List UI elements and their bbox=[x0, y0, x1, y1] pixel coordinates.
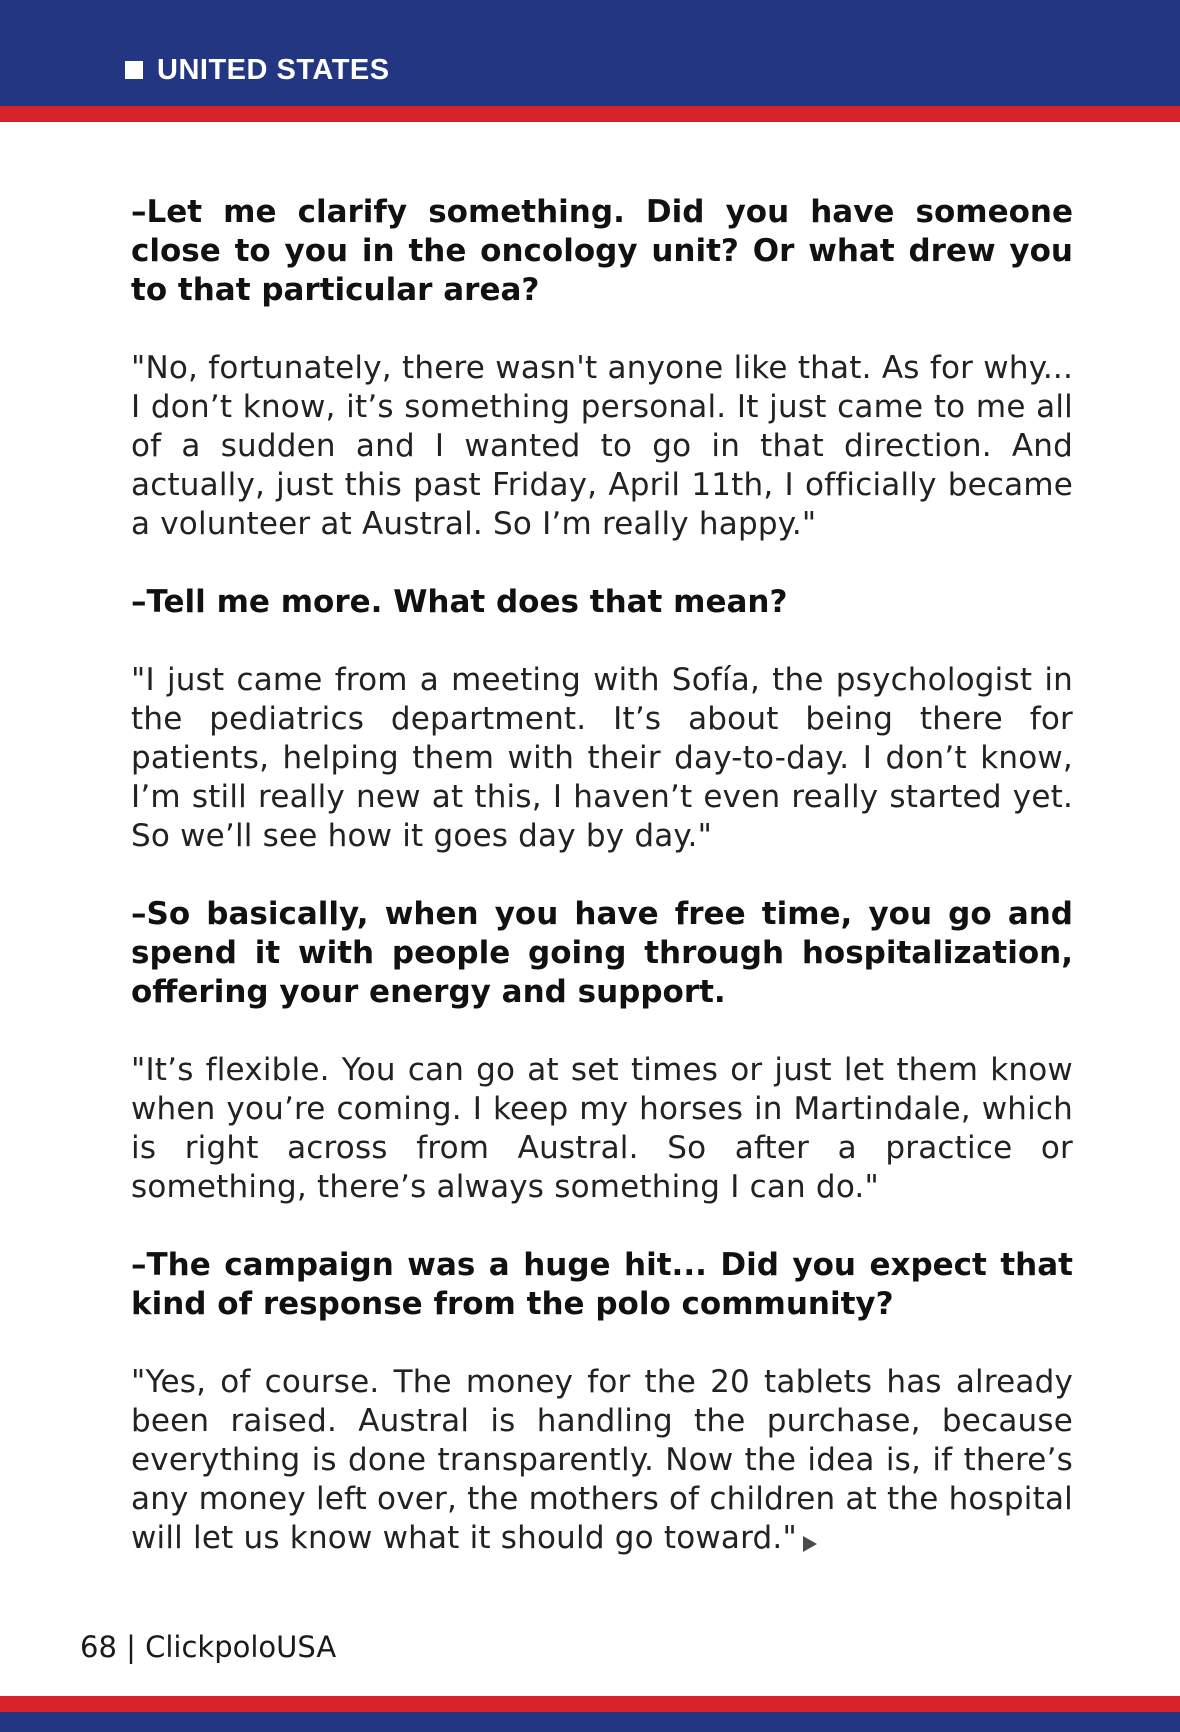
article-body bbox=[131, 193, 1073, 1597]
interview-answer: "No, fortunately, there wasn't anyone like that. As for why... I don’t know, it’s something personal. It just came to me all of a sudden and I wanted to go in that direction. And actually, just this past Friday, April 11th, I officially became a volunteer at Austral. So I’m really happy." bbox=[131, 350, 1073, 542]
header-red-stripe bbox=[0, 106, 1180, 122]
section-label bbox=[125, 52, 390, 88]
interview-answer: "It’s flexible. You can go at set times or just let them know when you’re coming. I keep my horses in Martindale, which is right across from Austral. So after a practice or something, there’s always something I can do." bbox=[131, 1052, 1073, 1205]
footer-red-stripe bbox=[0, 1696, 1180, 1712]
section-label-text: UNITED STATES bbox=[157, 53, 390, 86]
interview-question: –So basically, when you have free time, you go and spend it with people going through hospitalization, offering your energy and support. bbox=[131, 896, 1073, 1010]
interview-question: –Tell me more. What does that mean? bbox=[131, 584, 788, 620]
interview-question: –Let me clarify something. Did you have someone close to you in the oncology unit? Or what drew you to that particular area? bbox=[131, 194, 1073, 308]
square-bullet-icon bbox=[125, 61, 143, 79]
footer-bar bbox=[0, 1712, 1180, 1732]
interview-answer: "I just came from a meeting with Sofía, the psychologist in the pediatrics department. It’s about being there for patients, helping them with their day-to-day. I don’t know, I’m still really new at this, I haven’t even really started yet. So we’ll see how it goes day by day." bbox=[131, 662, 1073, 854]
continue-arrow-icon bbox=[803, 1536, 817, 1552]
interview-answer-last bbox=[131, 1363, 1073, 1558]
interview-question: –The campaign was a huge hit... Did you expect that kind of response from the polo community? bbox=[131, 1247, 1073, 1322]
page-footer: 68 | ClickpoloUSA bbox=[80, 1630, 337, 1664]
interview-answer-text: "Yes, of course. The money for the 20 tablets has already been raised. Austral is handling the purchase, because everything is done transparently. Now the idea is, if there’s any money left over, the mothers of children at the hospital will let us know what it should go toward." bbox=[131, 1364, 1073, 1556]
